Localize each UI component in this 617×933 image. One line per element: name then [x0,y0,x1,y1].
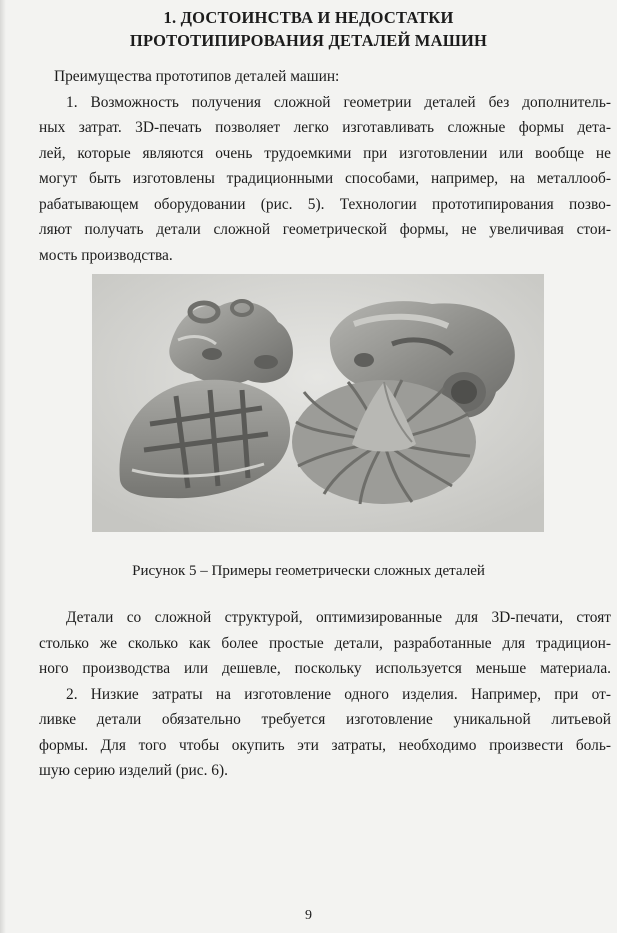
figure-caption: Рисунок 5 – Примеры геометрически сложных деталей [132,563,485,579]
text-line: мость производства. [39,246,173,264]
page-number: 9 [305,908,312,923]
text-line: шую серию изделий (рис. 6). [39,762,228,779]
text-line: ных затрат. 3D-печать позволяет легко изготавливать сложные формы дета- [39,119,611,136]
bottom-right-impeller-part [292,380,476,504]
section-heading [0,6,617,52]
text-line: 1. Возможность получения сложной геометрии деталей без дополнитель- [66,93,611,111]
heading-line-2: ПРОТОТИПИРОВАНИЯ ДЕТАЛЕЙ МАШИН [129,31,488,50]
text-line: 2. Низкие затраты на изготовление одного изделия. Например, при от- [66,685,611,703]
body-text [39,605,611,784]
text-line: могут быть изготовлены традиционными способами, например, на металлооб- [39,170,611,187]
text-line: столько же сколько как более простые детали, разработанные для традицион- [39,634,611,652]
heading-line-1: 1. ДОСТОИНСТВА И НЕДОСТАТКИ [163,8,454,27]
text-line: ляют получать детали сложной геометрической формы, не увеличивая стои- [39,221,611,238]
parts-illustration [92,274,544,532]
text-line: ного производства или дешевле, поскольку используется меньше материала. [39,660,611,677]
intro-text [39,64,611,268]
text-line: рабатывающем оборудовании (рис. 5). Технологии прототипирования позво- [39,195,611,213]
text-line: формы. Для того чтобы окупить эти затраты, необходимо произвести боль- [39,736,611,754]
text-line: ливке детали обязательно требуется изготовление уникальной литьевой [39,711,611,728]
text-line: Преимущества прототипов деталей машин: [54,68,340,85]
text-line: Детали со сложной структурой, оптимизированные для 3D-печати, стоят [66,609,611,626]
figure-geometric-parts-photo [92,274,544,532]
text-line: лей, которые являются очень трудоемкими при изготовлении или вообще не [39,144,611,162]
page-edge-shadow [0,0,6,933]
